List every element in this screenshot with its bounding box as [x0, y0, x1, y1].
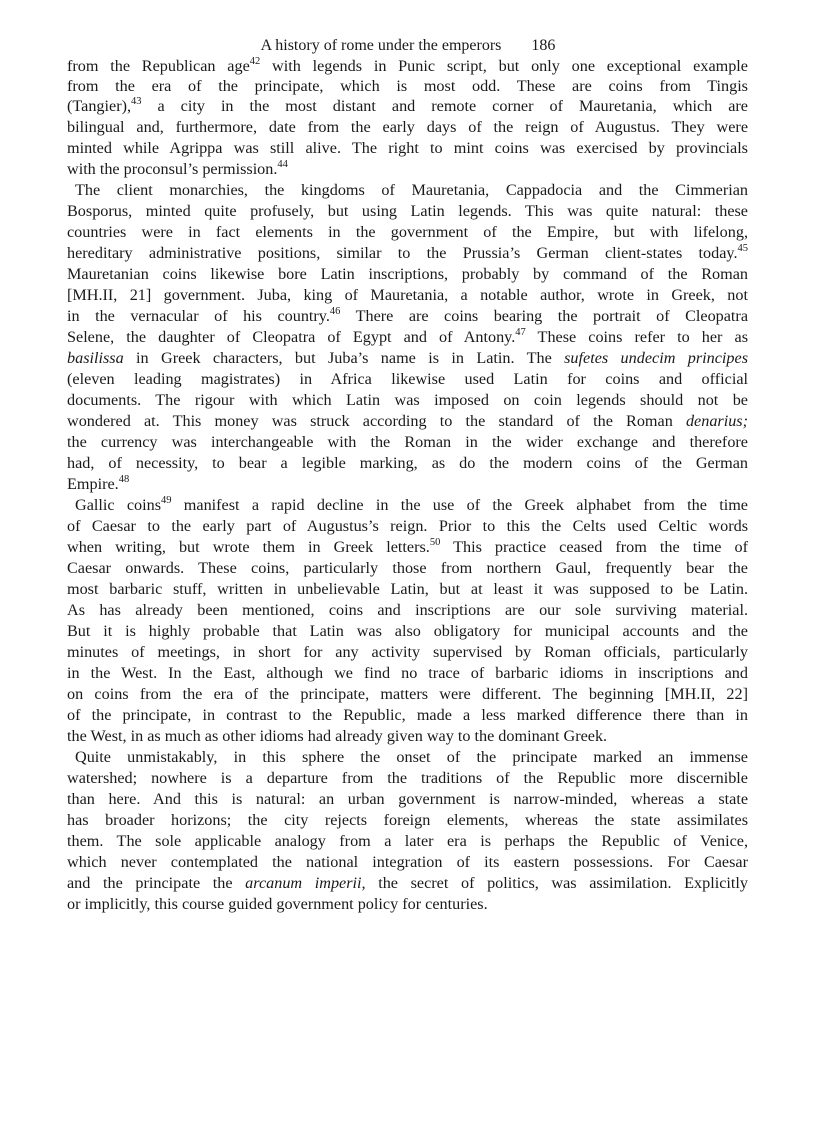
text-line [67, 705, 748, 725]
text-line [75, 495, 748, 515]
text-segment: (Tangier), [67, 97, 132, 115]
text-segment: had, of necessity, to bear a legible marking, as do the modern coins of the German [67, 454, 748, 472]
footnote-ref: 44 [277, 158, 288, 170]
text-line [67, 222, 748, 242]
text-segment: minutes of meetings, in short for any activity supervised by Roman officials, particularly [67, 643, 748, 661]
footnote-ref: 48 [118, 473, 130, 485]
text-segment: There are coins bearing the portrait of Cleopatra [340, 307, 749, 325]
text-segment: Empire. [67, 475, 119, 493]
text-line [67, 810, 748, 830]
text-segment: The client monarchies, the kingdoms of Mauretania, Cappadocia and the Cimmerian [75, 181, 748, 199]
footnote-ref: 43 [131, 95, 142, 107]
text-segment: of the principate, in contrast to the Republic, made a less marked difference there than in [67, 706, 748, 724]
text-segment: watershed; nowhere is a departure from the traditions of the Republic more discernible [67, 769, 748, 787]
text-segment: them. The sole applicable analogy from a later era is perhaps the Republic of Venice, [67, 832, 748, 850]
text-segment: in the West. In the East, although we find no trace of barbaric idioms in inscriptions and [67, 664, 748, 682]
footnote-ref: 50 [429, 536, 441, 548]
text-line [67, 642, 748, 662]
text-segment: in Greek characters, but Juba’s name is in Latin. The [123, 349, 565, 367]
footnote-ref: 42 [249, 55, 261, 67]
text-line [67, 243, 748, 263]
footnote-ref: 45 [737, 242, 748, 254]
text-segment: or implicitly, this course guided government policy for centuries. [67, 895, 488, 913]
text-line [67, 600, 748, 620]
text-line [67, 789, 748, 809]
text-line [75, 747, 748, 767]
text-segment: (eleven leading magistrates) in Africa likewise used Latin for coins and official [67, 370, 748, 388]
text-line [67, 201, 748, 221]
text-segment: the currency was interchangeable with the Roman in the wider exchange and therefore [67, 433, 748, 451]
running-header [0, 36, 816, 56]
text-segment: But it is highly probable that Latin was also obligatory for municipal accounts and the [67, 622, 748, 640]
text-line [67, 159, 748, 179]
text-line [67, 537, 748, 557]
text-line [67, 390, 748, 410]
text-segment: Selene, the daughter of Cleopatra of Egypt and of Antony. [67, 328, 516, 346]
text-segment: hereditary administrative positions, similar to the Prussia’s German client-states today. [67, 244, 738, 262]
text-segment: As has already been mentioned, coins and inscriptions are our sole surviving material. [67, 601, 748, 619]
text-line [67, 453, 748, 473]
text-segment: documents. The rigour with which Latin was imposed on coin legends should not be [67, 391, 748, 409]
text-segment: the West, in as much as other idioms had already given way to the dominant Greek. [67, 727, 608, 745]
text-segment: [MH.II, 21] government. Juba, king of Mauretania, a notable author, wrote in Greek, not [67, 286, 748, 304]
text-segment: Bosporus, minted quite profusely, but using Latin legends. This was quite natural: these [67, 202, 748, 220]
text-line [67, 768, 748, 788]
text-line [67, 117, 748, 137]
italic-term: denarius; [685, 412, 748, 430]
text-line [67, 579, 748, 599]
text-segment: Quite unmistakably, in this sphere the onset of the principate marked an immense [75, 748, 748, 766]
text-segment: a city in the most distant and remote corner of Mauretania, which are [141, 97, 748, 115]
text-line [67, 474, 748, 494]
text-segment: the secret of politics, was assimilation. Explicitly [365, 874, 748, 892]
text-segment: which never contemplated the national integration of its eastern possessions. For Caesar [67, 853, 748, 871]
text-segment: This practice ceased from the time of [440, 538, 748, 556]
text-line [67, 264, 748, 284]
text-line [67, 138, 748, 158]
text-line [67, 873, 748, 893]
text-line [67, 306, 748, 326]
text-segment: with legends in Punic script, but only one exceptional example [260, 57, 748, 75]
text-line [67, 558, 748, 578]
text-line [67, 327, 748, 347]
text-line [67, 76, 748, 96]
running-title: A history of rome under the emperors [260, 37, 502, 54]
text-segment: Mauretanian coins likewise bore Latin inscriptions, probably by command of the Roman [67, 265, 748, 283]
text-line [67, 621, 748, 641]
text-line [67, 285, 748, 305]
text-segment: minted while Agrippa was still alive. The right to mint coins was exercised by provincials [67, 139, 748, 157]
text-line [67, 726, 748, 746]
text-line [67, 96, 748, 116]
text-segment: of Caesar to the early part of Augustus’s reign. Prior to this the Celts used Celtic words [67, 517, 748, 535]
footnote-ref: 47 [515, 326, 526, 338]
text-segment: than here. And this is natural: an urban government is narrow-minded, whereas a state [67, 790, 748, 808]
text-line [67, 663, 748, 683]
text-line [67, 516, 748, 536]
text-line [67, 348, 748, 368]
text-line [67, 411, 748, 431]
text-segment: Gallic coins [75, 496, 162, 514]
footnote-ref: 49 [161, 494, 172, 506]
text-segment: These coins refer to her as [525, 328, 748, 346]
italic-term: basilissa [67, 349, 124, 367]
text-line [67, 684, 748, 704]
text-segment: and the principate the [67, 874, 246, 892]
text-line [75, 180, 748, 200]
text-line [67, 894, 748, 914]
text-segment: bilingual and, furthermore, date from the early days of the reign of Augustus. They were [67, 118, 748, 136]
text-segment: manifest a rapid decline in the use of the Greek alphabet from the time [171, 496, 748, 514]
footnote-ref: 46 [329, 305, 341, 317]
page-number: 186 [531, 37, 556, 54]
italic-term: arcanum imperii, [245, 874, 366, 892]
text-line [67, 432, 748, 452]
text-line [67, 56, 748, 76]
text-segment: wondered at. This money was struck according to the standard of the Roman [67, 412, 686, 430]
italic-term: sufetes undecim principes [564, 349, 748, 367]
text-segment: most barbaric stuff, written in unbelievable Latin, but at least it was supposed to be Latin. [67, 580, 748, 598]
text-line [67, 831, 748, 851]
text-segment: has broader horizons; the city rejects foreign elements, whereas the state assimilates [67, 811, 748, 829]
text-segment: on coins from the era of the principate, matters were different. The beginning [MH.II, 22] [67, 685, 748, 703]
text-segment: Caesar onwards. These coins, particularly those from northern Gaul, frequently bear the [67, 559, 748, 577]
text-segment: countries were in fact elements in the government of the Empire, but with lifelong, [67, 223, 748, 241]
text-segment: with the proconsul’s permission. [67, 160, 278, 178]
text-segment: when writing, but wrote them in Greek letters. [67, 538, 430, 556]
text-segment: in the vernacular of his country. [67, 307, 330, 325]
text-segment: from the Republican age [67, 57, 250, 75]
text-segment: from the era of the principate, which is most odd. These are coins from Tingis [67, 77, 748, 95]
text-line [67, 852, 748, 872]
text-line [67, 369, 748, 389]
